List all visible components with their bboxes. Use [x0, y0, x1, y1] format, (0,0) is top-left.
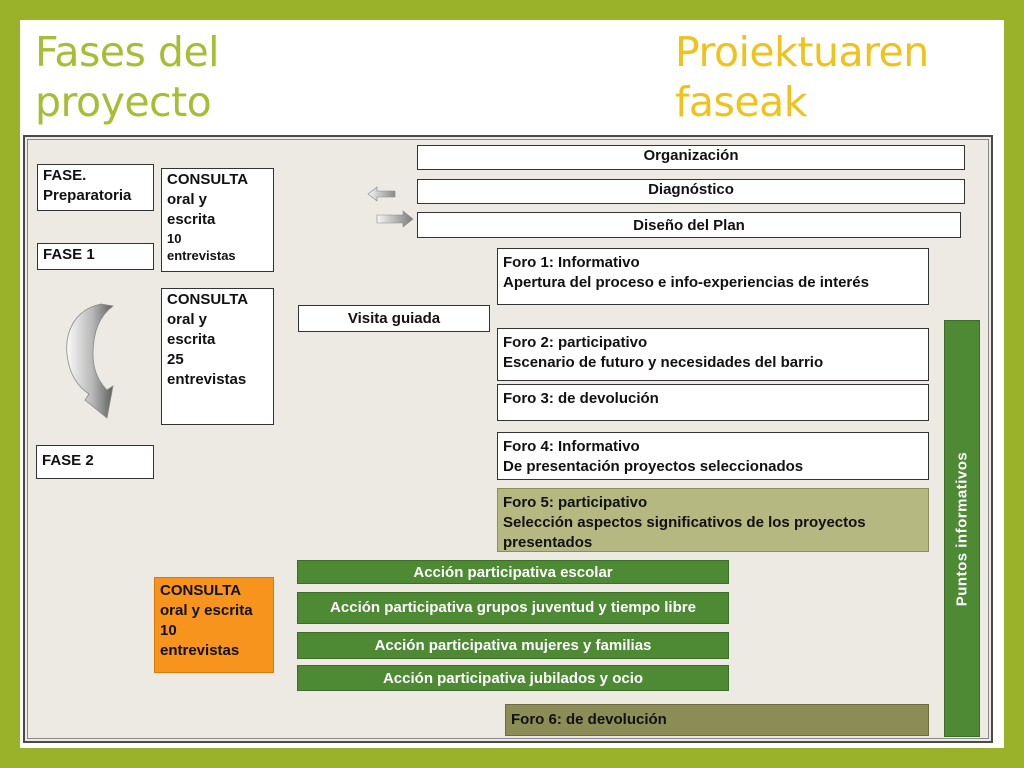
consultation-2-line5: entrevistas: [167, 371, 247, 388]
foro-6: [505, 704, 929, 736]
accion-juventud: Acción participativa grupos juventud y tiempo libre: [297, 592, 729, 624]
foro-1: [497, 248, 929, 305]
title-spanish: Fases del proyecto: [35, 28, 220, 126]
foro-5-title: Foro 5: participativo: [503, 494, 648, 511]
diagram-panel: [23, 135, 993, 743]
phase-preparatory: FASE. Preparatoria: [37, 164, 154, 211]
foro-6-title: Foro 6: de devolución: [511, 711, 667, 728]
right-arrow-icon: [375, 209, 415, 229]
stage-organizacion: Organización: [417, 145, 965, 170]
consultation-2-line4: 25: [167, 351, 184, 368]
foro-1-title: Foro 1: Informativo: [503, 254, 640, 271]
consultation-3-line3: 10: [160, 622, 177, 639]
consultation-1-line2: oral y: [167, 191, 208, 208]
consultation-3-line2: oral y escrita: [160, 602, 253, 619]
accion-jubilados: Acción participativa jubilados y ocio: [297, 665, 729, 691]
stage-diseno: Diseño del Plan: [417, 212, 961, 238]
foro-2-title: Foro 2: participativo: [503, 334, 648, 351]
consultation-1-line5: entrevistas: [167, 248, 236, 263]
foro-3: [497, 384, 929, 421]
puntos-informativos: [944, 320, 980, 737]
consultation-box-3: [154, 577, 274, 673]
left-arrow-icon: [367, 185, 397, 203]
consultation-1-line1: CONSULTA: [167, 171, 249, 188]
accion-escolar: Acción participativa escolar: [297, 560, 729, 584]
consultation-2-line2: oral y: [167, 311, 208, 328]
consultation-2-line3: escrita: [167, 331, 216, 348]
foro-1-desc: Apertura del proceso e info-experiencias de interés: [503, 274, 869, 291]
foro-5-desc: Selección aspectos significativos de los proyectos presentados: [503, 514, 866, 551]
consultation-box-2: [161, 288, 274, 425]
accion-mujeres: Acción participativa mujeres y familias: [297, 632, 729, 659]
stage-diagnostico: Diagnóstico: [417, 179, 965, 204]
foro-2: [497, 328, 929, 381]
consultation-3-line4: entrevistas: [160, 642, 240, 659]
consultation-1-line4: 10: [167, 231, 182, 246]
phase-2: FASE 2: [36, 445, 154, 479]
foro-5: [497, 488, 929, 552]
title-basque: Proiektuaren faseak: [675, 28, 929, 126]
consultation-box-1: [161, 168, 274, 272]
slide: [20, 20, 1004, 748]
foro-4: [497, 432, 929, 480]
foro-4-title: Foro 4: Informativo: [503, 438, 640, 455]
puntos-informativos-label: Puntos informativos: [953, 451, 971, 606]
visita-guiada: Visita guiada: [298, 305, 490, 332]
consultation-2-line1: CONSULTA: [167, 291, 249, 308]
foro-3-title: Foro 3: de devolución: [503, 390, 659, 407]
consultation-1-line3: escrita: [167, 211, 216, 228]
consultation-3-line1: CONSULTA: [160, 582, 242, 599]
curved-down-arrow-icon: [63, 302, 115, 420]
phase-1: FASE 1: [37, 243, 154, 270]
foro-4-desc: De presentación proyectos seleccionados: [503, 458, 804, 475]
foro-2-desc: Escenario de futuro y necesidades del barrio: [503, 354, 824, 371]
